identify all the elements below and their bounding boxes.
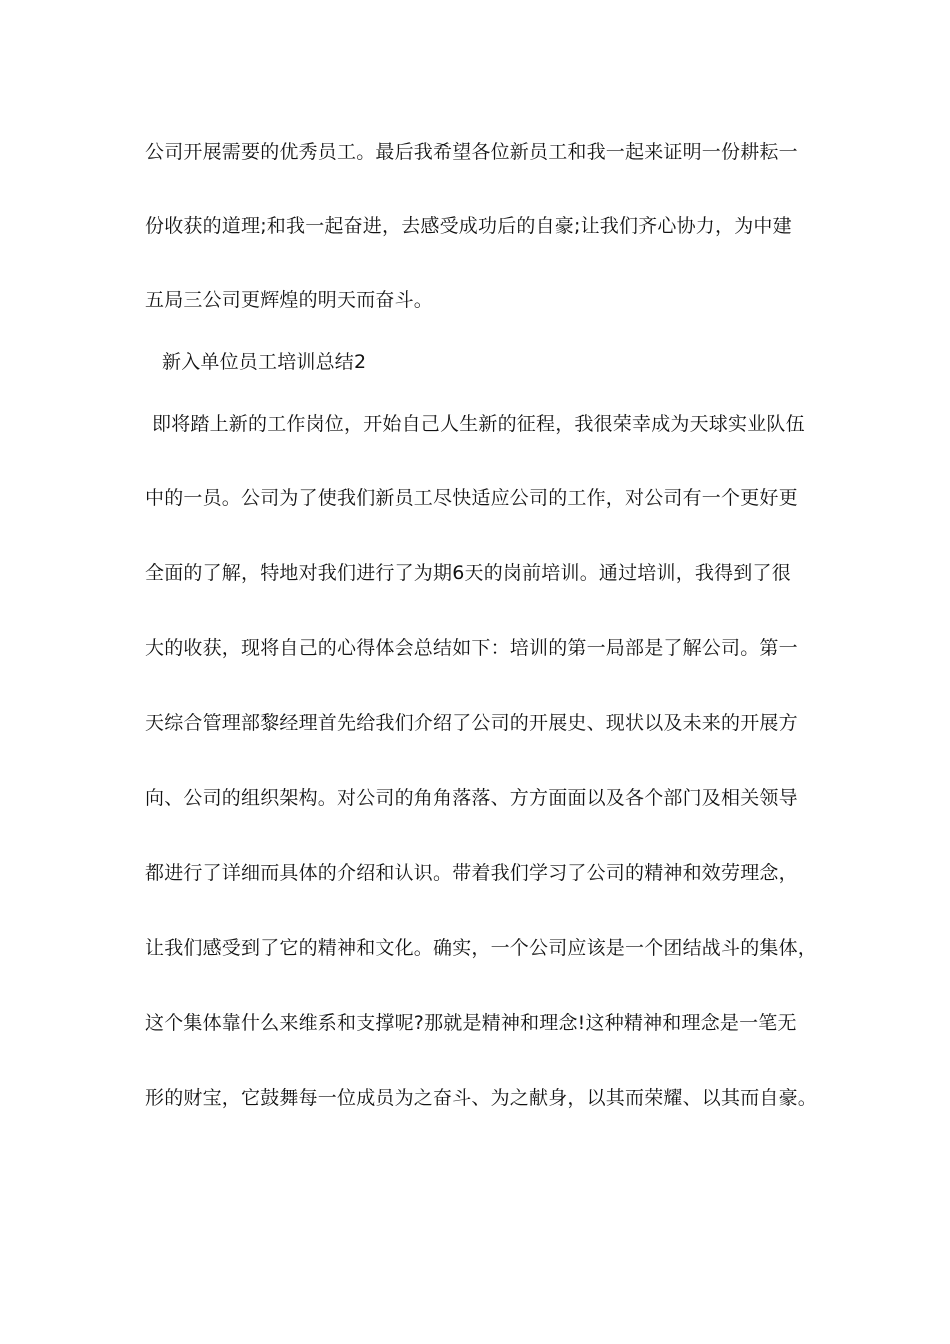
- paragraph-line: 大的收获，现将自己的心得体会总结如下：培训的第一局部是了解公司。第一: [145, 637, 798, 659]
- paragraph-line: 形的财宝，它鼓舞每一位成员为之奋斗、为之献身，以其而荣耀、以其而自豪。: [145, 1087, 818, 1109]
- paragraph-line: 即将踏上新的工作岗位，开始自己人生新的征程，我很荣幸成为天球实业队伍: [152, 413, 805, 435]
- paragraph-line: 公司开展需要的优秀员工。最后我希望各位新员工和我一起来证明一份耕耘一: [145, 141, 798, 163]
- paragraph-line: 中的一员。公司为了使我们新员工尽快适应公司的工作，对公司有一个更好更: [145, 487, 798, 509]
- paragraph-line: 天综合管理部黎经理首先给我们介绍了公司的开展史、现状以及未来的开展方: [145, 712, 798, 734]
- paragraph-line: 全面的了解，特地对我们进行了为期6天的岗前培训。通过培训，我得到了很: [145, 562, 791, 584]
- paragraph-line: 份收获的道理;和我一起奋进，去感受成功后的自豪;让我们齐心协力，为中建: [145, 215, 792, 237]
- paragraph-line: 都进行了详细而具体的介绍和认识。带着我们学习了公司的精神和效劳理念，: [145, 862, 798, 884]
- paragraph-line: 向、公司的组织架构。对公司的角角落落、方方面面以及各个部门及相关领导: [145, 787, 798, 809]
- paragraph-line: 五局三公司更辉煌的明天而奋斗。: [145, 289, 434, 311]
- paragraph-line: 这个集体靠什么来维系和支撑呢?那就是精神和理念!这种精神和理念是一笔无: [145, 1012, 797, 1034]
- section-title: 新入单位员工培训总结2: [162, 351, 367, 373]
- paragraph-line: 让我们感受到了它的精神和文化。确实，一个公司应该是一个团结战斗的集体，: [145, 937, 818, 959]
